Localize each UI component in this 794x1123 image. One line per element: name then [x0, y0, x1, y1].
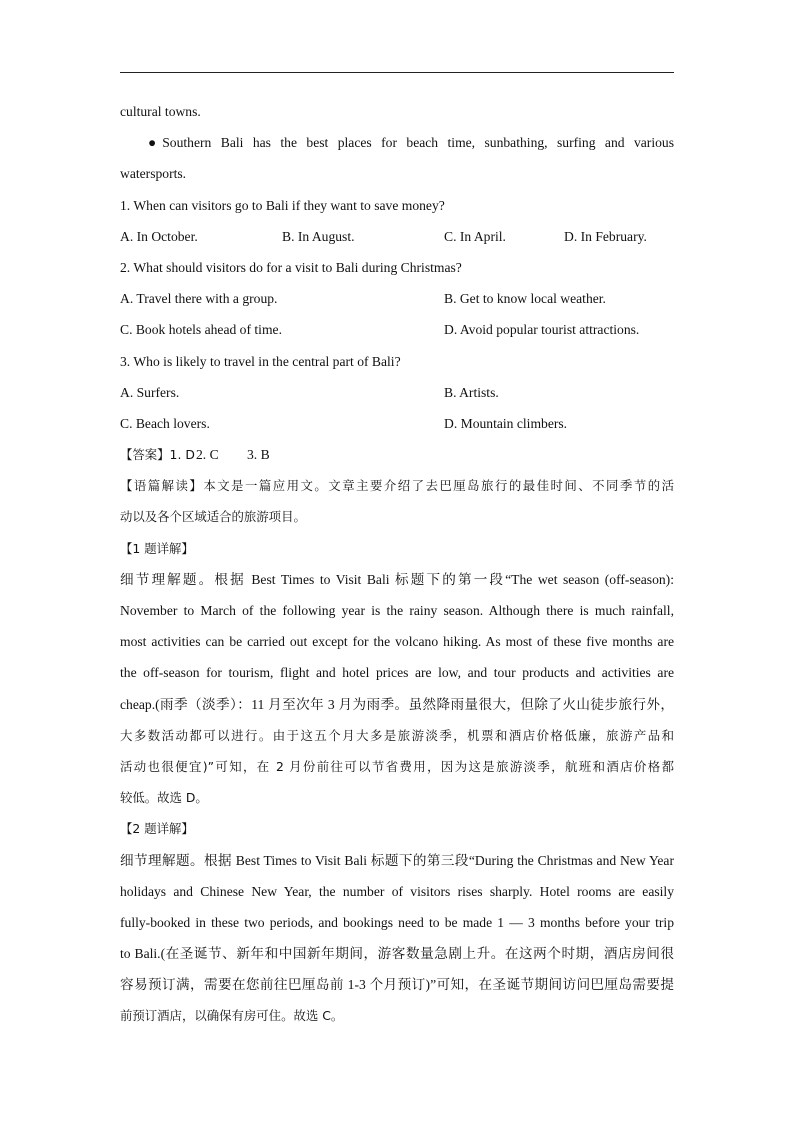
option-d: D. Avoid popular tourist attractions. — [444, 322, 640, 338]
option-d: D. Mountain climbers. — [444, 415, 568, 431]
question-1-options — [120, 221, 674, 252]
header-rule — [120, 72, 674, 73]
passage-summary-line: 动以及各个区域适合的旅游项目。 — [120, 509, 306, 525]
explanation-line: 细节理解题。根据 Best Times to Visit Bali 标题下的第一段“The wet season (off-season): — [120, 571, 674, 587]
question-2-options-row1 — [120, 283, 674, 314]
text-line: watersports. — [120, 166, 187, 182]
question-3-options-row2 — [120, 408, 674, 439]
option-c: C. Beach lovers. — [120, 415, 210, 431]
passage-summary-line: 【语篇解读】本文是一篇应用文。文章主要介绍了去巴厘岛旅行的最佳时间、不同季节的活 — [120, 478, 674, 494]
text-line: ●Southern Bali has the best places for beach time, sunbathing, surfing and various — [148, 135, 674, 151]
explanation-line: 细节理解题。根据 Best Times to Visit Bali 标题下的第三段“During the Christmas and New Year — [120, 852, 674, 868]
option-a: A. In October. — [120, 228, 198, 244]
explanation-line: November to March of the following year is the rainy season. Although there is much rainfall, — [120, 603, 674, 618]
explanation-line: cheap.(雨季（淡季）：11 月至次年 3 月为雨季。虽然降雨量很大，但除了火山徒步旅行外， — [120, 696, 674, 712]
text-line: cultural towns. — [120, 104, 201, 119]
option-b: B. In August. — [282, 228, 355, 244]
option-c: C. In April. — [444, 228, 506, 244]
explanation-line: 活动也很便宜)”可知，在 2 月份前往可以节省费用，因为这是旅游淡季，航班和酒店价格都 — [120, 758, 674, 774]
question-3-options-row1 — [120, 377, 674, 408]
question-1: 1. When can visitors go to Bali if they want to save money? — [120, 197, 445, 213]
option-a: A. Surfers. — [120, 384, 180, 400]
answer-label: 【答案】1. D — [120, 447, 195, 463]
answer-line — [120, 439, 674, 470]
explanation-line: 较低。故选 D。 — [120, 790, 208, 806]
answer-2: 2. C — [196, 447, 219, 463]
document-body — [120, 96, 674, 1032]
question-3: 3. Who is likely to travel in the central part of Bali? — [120, 353, 401, 369]
answer-3: 3. B — [247, 447, 270, 463]
explanation-line: to Bali.(在圣诞节、新年和中国新年期间，游客数量急剧上升。在这两个时期，酒店房间很 — [120, 946, 674, 962]
option-b: B. Artists. — [444, 384, 499, 400]
question-2-options-row2 — [120, 314, 674, 345]
section-heading-2: 【2 题详解】 — [120, 821, 194, 837]
explanation-line: 前预订酒店，以确保有房可住。故选 C。 — [120, 1008, 344, 1024]
option-b: B. Get to know local weather. — [444, 291, 606, 307]
question-2: 2. What should visitors do for a visit to Bali during Christmas? — [120, 259, 462, 275]
explanation-line: 大多数活动都可以进行。由于这五个月大多是旅游淡季，机票和酒店价格低廉，旅游产品和 — [120, 727, 674, 743]
explanation-line: holidays and Chinese New Year, the number of visitors rises sharply. Hotel rooms are easily — [120, 883, 674, 899]
option-c: C. Book hotels ahead of time. — [120, 322, 282, 338]
option-a: A. Travel there with a group. — [120, 291, 278, 307]
explanation-line: fully-booked in these two periods, and bookings need to be made 1 — 3 months before your trip — [120, 914, 674, 930]
section-heading-1: 【1 题详解】 — [120, 540, 194, 556]
option-d: D. In February. — [564, 228, 647, 244]
explanation-line: 容易预订满，需要在您前往巴厘岛前 1-3 个月预订)”可知，在圣诞节期间访问巴厘岛需要提 — [120, 977, 674, 993]
explanation-line: most activities can be carried out except for the volcano hiking. As most of these five months are — [120, 634, 674, 650]
explanation-line: the off-season for tourism, flight and hotel prices are low, and tour products and activities are — [120, 665, 674, 681]
